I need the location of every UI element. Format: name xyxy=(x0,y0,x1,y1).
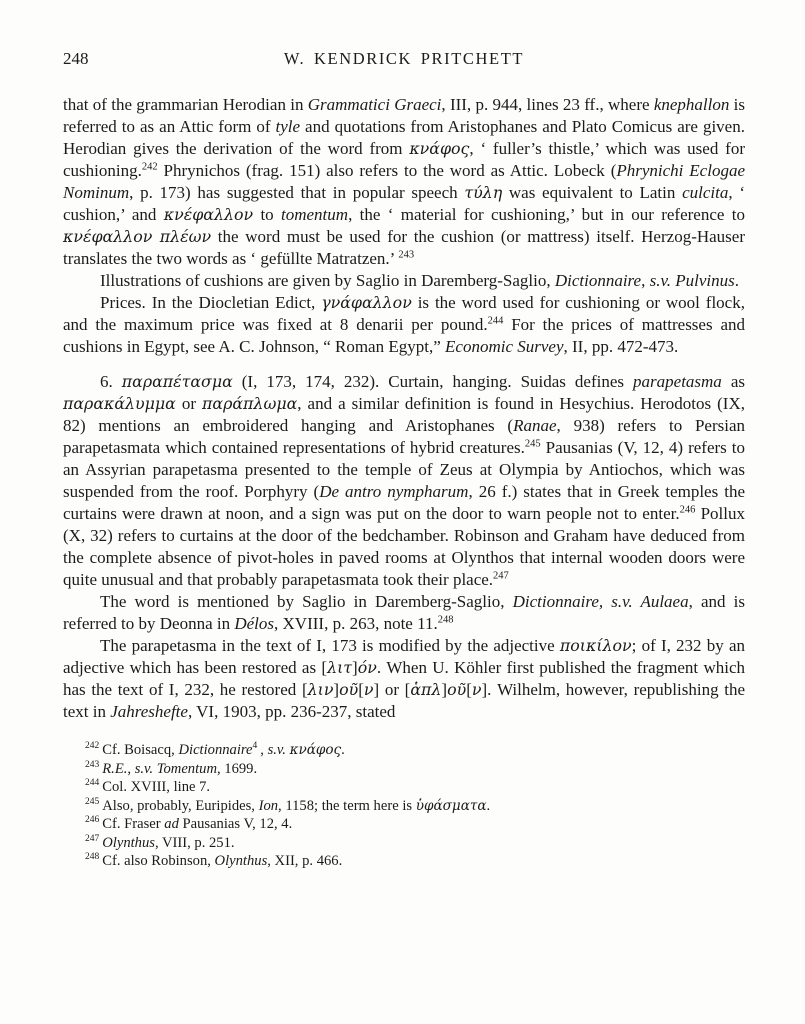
text-run: was equivalent to Latin xyxy=(502,183,683,202)
greek-text: παρακάλυμμα xyxy=(63,394,176,413)
greek-text: κνέφαλλον πλέων xyxy=(63,227,212,246)
text-run: , XVIII, p. 263, note 11. xyxy=(274,614,438,633)
text-run: , p. 173) has suggested that in popular speech xyxy=(129,183,465,202)
text-run: Pausanias (V, 12, 4) refers to an Assyrian parapetasma presented to the temple of Zeus at Olympia by Antiochos, which was suspended from the roof. Porphyry ( xyxy=(63,438,745,501)
footnote-ref: 245 xyxy=(524,438,541,450)
text-run: ] xyxy=(333,680,340,699)
text-run: ]. Wilhelm, however, republishing the text in xyxy=(63,680,746,721)
text-run: The word is mentioned by Saglio in Daremberg-Saglio, xyxy=(100,592,513,611)
greek-text: ἁπλ xyxy=(410,680,442,699)
text-run: tomentum xyxy=(281,205,349,224)
footnote-ref: 244 xyxy=(487,315,504,327)
text-run: , VIII, p. 251. xyxy=(154,834,235,851)
running-title: W. KENDRICK PRITCHETT xyxy=(283,49,525,68)
text-run: . xyxy=(734,271,739,290)
greek-text: όν xyxy=(357,658,377,677)
text-run: [ xyxy=(358,680,364,699)
text-run: ; of I, 232 by an adjective which has been restored as [ xyxy=(63,636,745,677)
text-run: Dictionnaire, s.v. Aulaea xyxy=(512,592,689,611)
text-run: Also, probably, Euripides, xyxy=(102,797,259,814)
text-run: , xyxy=(260,742,268,758)
text-run: Pollux (X, 32) refers to curtains at the door of the bedchamber. Robinson and Graham have deduced from the complete absence of pivot-holes in paved rooms at Olynthos that internal wooden doors were quite unusual and that probably parapetasmata took their place. xyxy=(63,504,745,589)
text-run: De antro nympharum xyxy=(319,482,469,501)
footnote xyxy=(63,760,745,779)
greek-text: παραπέτασμα xyxy=(121,372,233,391)
text-run: Prices. In the Diocletian Edict, xyxy=(100,293,322,312)
text-run: to xyxy=(253,205,282,224)
page-number: 248 xyxy=(63,49,89,68)
greek-text: ν xyxy=(471,680,482,699)
text-run: ad xyxy=(164,816,179,832)
text-run: s.v. Pulvinus xyxy=(649,271,735,290)
paragraph xyxy=(63,94,745,270)
footnote-ref: 4 xyxy=(252,741,258,752)
footnote xyxy=(63,815,745,834)
text-run: ] or [ xyxy=(373,680,411,699)
greek-text: ὑφάσματα xyxy=(415,797,487,814)
text-run: Grammatici Graeci xyxy=(307,95,442,114)
greek-text: γνάφαλλον xyxy=(321,293,412,312)
text-run: , 938) refers to Persian parapetasmata which contained representations of hybrid creatures. xyxy=(63,416,746,457)
text-run: or xyxy=(175,394,203,413)
text-run: Ranae xyxy=(513,416,557,435)
text-run: that of the grammarian Herodian in xyxy=(63,95,308,114)
footnote-marker: 247 xyxy=(85,833,100,844)
text-run: knephallon xyxy=(653,95,730,114)
greek-text: τύλη xyxy=(464,183,503,202)
text-run: [ xyxy=(466,680,472,699)
footnote xyxy=(63,778,745,797)
text-run: Phrynichi Eclogae Nominum xyxy=(63,161,745,202)
text-run: , II, pp. 472-473. xyxy=(563,337,679,356)
text-run: Economic Survey xyxy=(445,337,564,356)
text-run: , and is referred to by Deonna in xyxy=(63,592,745,633)
text-run: Illustrations of cushions are given by Saglio in Daremberg-Saglio, xyxy=(100,271,555,290)
text-run: , the ‘ material for cushioning,’ but in our reference to xyxy=(348,205,745,224)
greek-text: κνάφος xyxy=(409,139,470,158)
text-run: The parapetasma in the text of I, 173 is modified by the adjective xyxy=(100,636,560,655)
footnote-marker: 243 xyxy=(85,759,100,770)
paragraph xyxy=(63,591,745,635)
text-run: Cf. Boisacq, xyxy=(102,742,179,758)
greek-text: οῦ xyxy=(339,680,359,699)
text-run: , XII, p. 466. xyxy=(267,853,343,869)
footnote xyxy=(63,852,745,871)
running-head xyxy=(63,49,745,70)
text-run: Cf. also Robinson, xyxy=(102,853,215,869)
text-run: Olynthus xyxy=(102,834,155,851)
text-run: , VI, 1903, pp. 236-237, stated xyxy=(187,702,396,721)
footnote-marker: 242 xyxy=(85,741,100,752)
text-run: Col. XVIII, line 7. xyxy=(102,779,211,795)
text-run: Dictionnaire xyxy=(178,742,253,758)
text-run: , ‘ cushion,’ and xyxy=(63,183,746,224)
text-run: parapetasma xyxy=(633,372,722,391)
footnote-marker: 245 xyxy=(85,796,100,807)
text-run: and quotations from Aristophanes and Plato Comicus are given. Herodian gives the derivation of the word from xyxy=(63,117,745,158)
greek-text: οῦ xyxy=(447,680,467,699)
footnote-ref: 243 xyxy=(398,249,415,261)
text-run: . When U. Köhler first published the fragment which has the text of I, 232, he restored [ xyxy=(63,658,745,699)
text-run: , ‘ fuller’s thistle,’ which was used for cushioning. xyxy=(63,139,745,180)
text-run: , and a similar definition is found in Hesychius. Herodotos (IX, 82) mentions an embroidered hanging and Aristophanes ( xyxy=(63,394,745,435)
body-text xyxy=(63,94,745,723)
footnote xyxy=(63,741,745,760)
greek-text: λιν xyxy=(307,680,334,699)
text-run: . xyxy=(486,797,491,814)
footnote-ref: 242 xyxy=(141,161,158,173)
greek-text: κνέφαλλον xyxy=(163,205,254,224)
footnotes xyxy=(63,741,745,871)
paragraph xyxy=(63,371,745,591)
text-run: culcita xyxy=(682,183,729,202)
text-run: s.v. xyxy=(267,742,286,758)
text-run: Phrynichos (frag. 151) also refers to the word as Attic. Lobeck ( xyxy=(157,161,617,180)
text-run: Délos xyxy=(234,614,275,633)
text-run: Dictionnaire xyxy=(554,271,642,290)
footnote-ref: 248 xyxy=(437,614,454,626)
text-run: as xyxy=(721,372,745,391)
text-run: R.E. xyxy=(102,760,128,777)
text-run: , 26 f.) states that in Greek temples the curtains were drawn at noon, and a sign was put on the door to warn people not to enter. xyxy=(63,482,745,523)
greek-text: λιτ xyxy=(327,658,353,677)
text-run: Jahreshefte xyxy=(110,702,188,721)
text-run: Ion xyxy=(258,797,279,814)
text-run: , xyxy=(641,271,650,290)
footnote xyxy=(63,797,745,816)
footnote-ref: 247 xyxy=(493,570,509,582)
text-run: (I, 173, 174, 232). Curtain, hanging. Suidas defines xyxy=(232,372,634,391)
text-run: tyle xyxy=(275,117,301,136)
text-run: Olynthus xyxy=(214,853,268,869)
text-run: 6. xyxy=(100,372,122,391)
greek-text: παράπλωμα xyxy=(202,394,298,413)
footnote-marker: 246 xyxy=(85,815,100,826)
text-run: , xyxy=(127,760,135,777)
footnote-marker: 244 xyxy=(85,778,100,789)
text-run: is the word used for cushioning or wool flock, and the maximum price was fixed at 8 denarii per pound. xyxy=(63,293,745,334)
greek-text: κνάφος xyxy=(289,742,342,758)
text-run: , 1699. xyxy=(216,760,258,777)
text-run: Cf. Fraser xyxy=(102,816,165,832)
text-run: Pausanias V, 12, 4. xyxy=(178,816,293,832)
text-run: ] xyxy=(441,680,448,699)
paragraph xyxy=(63,292,745,358)
text-run: For the prices of mattresses and cushions in Egypt, see A. C. Johnson, “ Roman Egypt,” xyxy=(63,315,745,356)
text-run: . xyxy=(341,742,345,758)
text-run: , 1158; the term here is xyxy=(278,797,416,814)
footnote-marker: 248 xyxy=(85,852,100,863)
greek-text: ποικίλον xyxy=(559,636,632,655)
text-run: ] xyxy=(352,658,358,677)
text-run: , III, p. 944, lines 23 ff., where xyxy=(441,95,654,114)
footnote xyxy=(63,834,745,853)
paragraph xyxy=(63,270,745,292)
text-run: the word must be used for the cushion (or mattress) itself. Herzog-Hauser translates the two words as ‘ gefüllte Matratzen.’ xyxy=(63,227,745,268)
text-run: s.v. Tomentum xyxy=(134,760,217,777)
greek-text: ν xyxy=(363,680,374,699)
footnote-ref: 246 xyxy=(679,504,696,516)
paragraph xyxy=(63,635,745,723)
text-run: is referred to as an Attic form of xyxy=(63,95,745,136)
